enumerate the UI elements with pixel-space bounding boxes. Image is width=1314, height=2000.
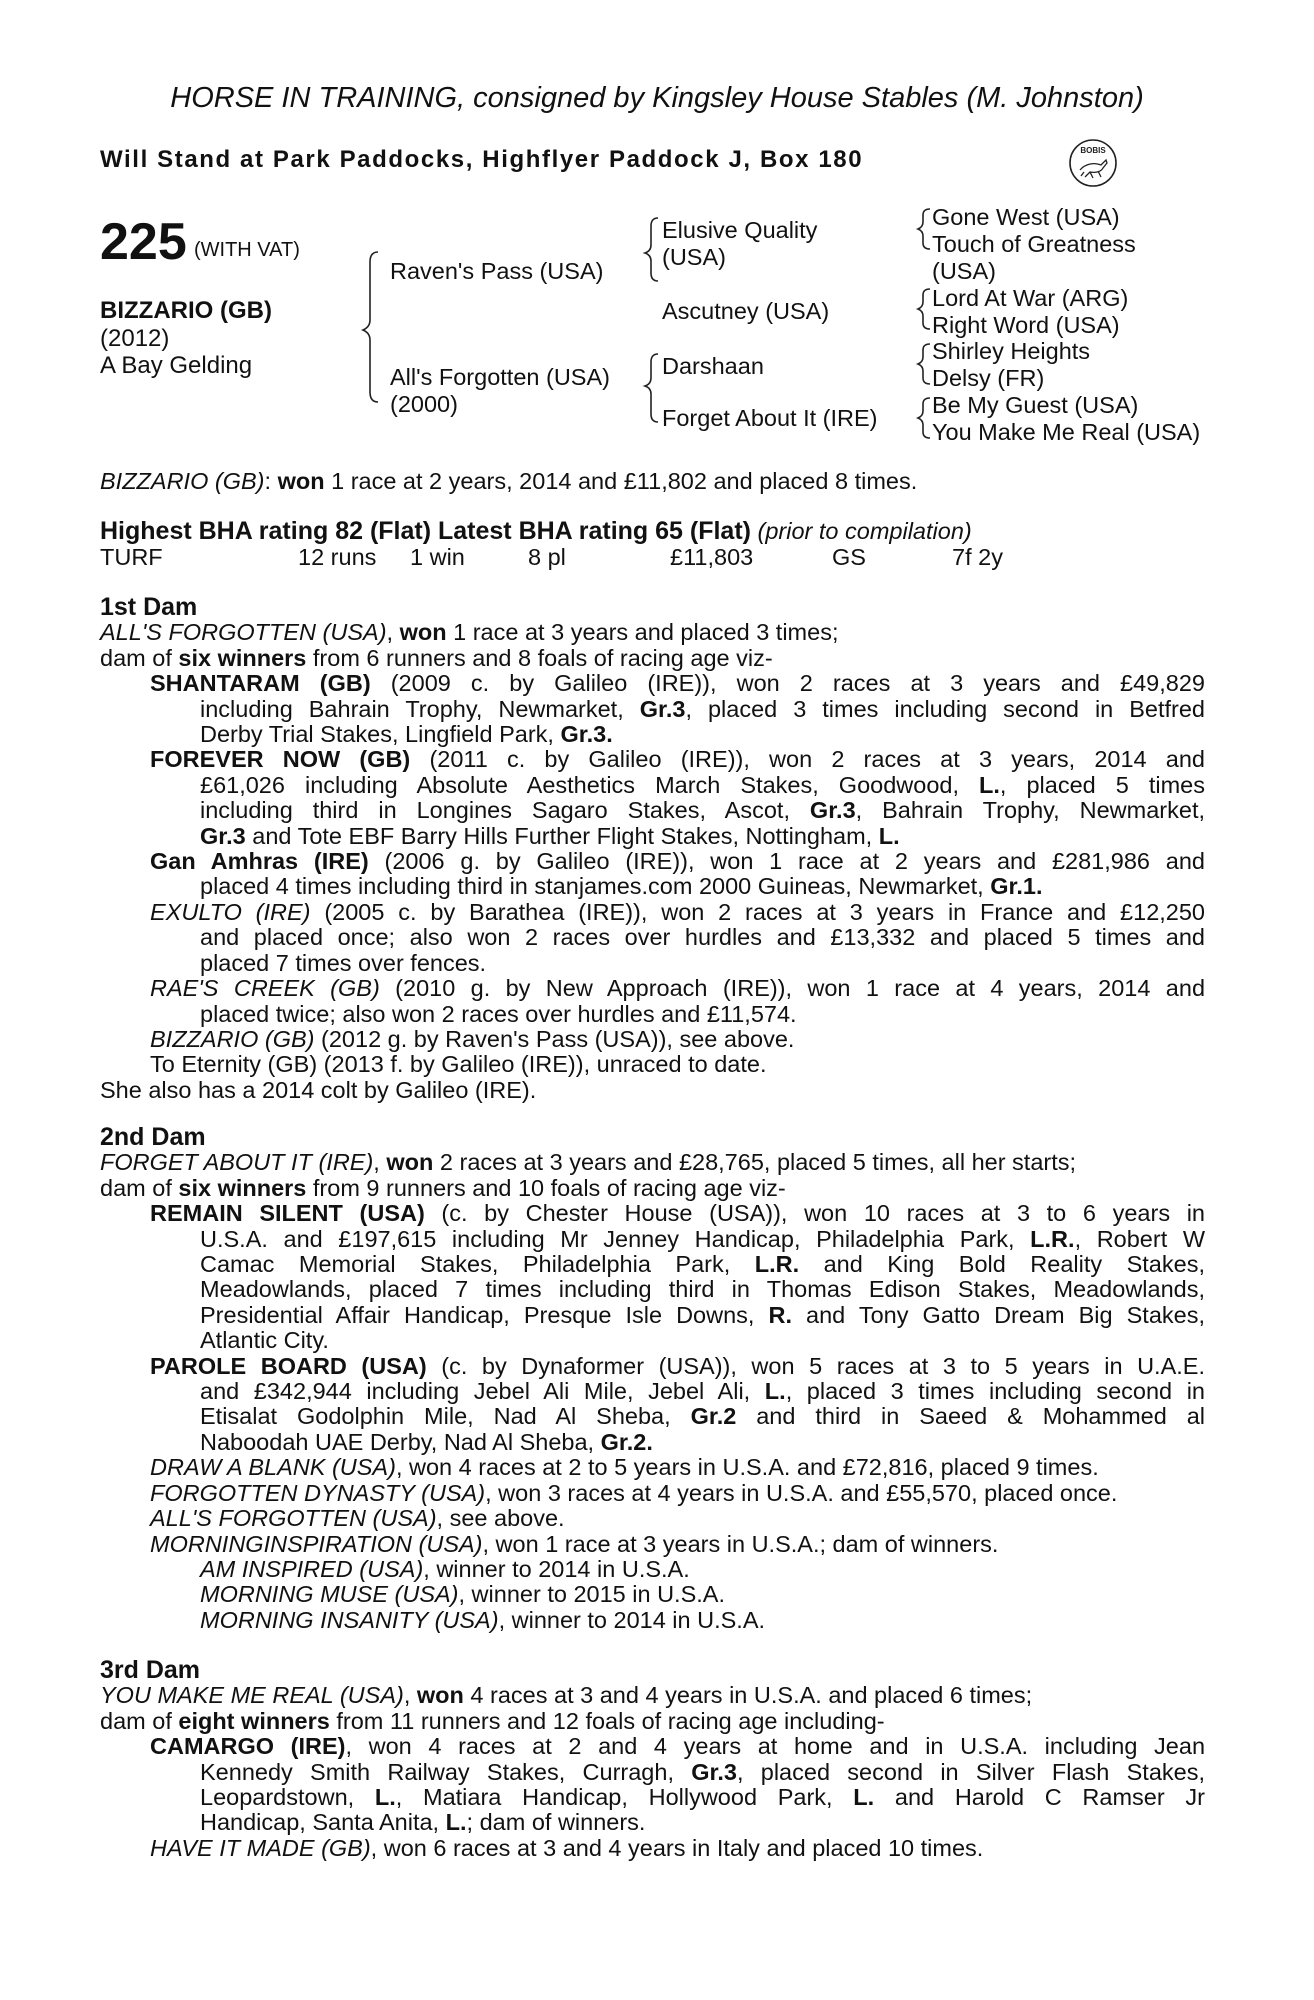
pedigree-dam: All's Forgotten (USA) (390, 364, 610, 390)
produce-line (100, 1481, 1205, 1506)
grade: Gr.3 (200, 822, 246, 849)
produce-line (100, 773, 1205, 798)
first-dam-name: ALL'S FORGOTTEN (USA) (100, 619, 387, 646)
grade: . (606, 721, 613, 748)
produce-line (100, 1608, 1205, 1633)
produce-line (100, 976, 1205, 1001)
produce-line (100, 1078, 1205, 1103)
produce-text: , Matiara Handicap, Hollywood Park, (395, 1784, 854, 1811)
produce-name: MORNING INSANITY (USA) (200, 1606, 499, 1633)
race-summary: BIZZARIO (GB): won 1 race at 2 years, 2014 and £11,802 and placed 8 times. (100, 468, 918, 494)
produce-line (100, 1052, 1205, 1077)
produce-line (100, 1734, 1205, 1759)
record-placed: 8 pl (528, 544, 566, 570)
grade: Gr.1 (990, 873, 1036, 900)
grade: L. (853, 1784, 875, 1811)
produce-line (100, 1379, 1205, 1404)
produce-line (100, 1354, 1205, 1379)
produce-text: Kennedy Smith Railway Stakes, Curragh, (200, 1758, 692, 1785)
produce-line (100, 671, 1205, 696)
produce-line (100, 1836, 1205, 1861)
produce-line (100, 824, 1205, 849)
produce-text: Leopardstown, (200, 1784, 375, 1811)
produce-text: and placed once; also won 2 races over hurdles and £13,332 and placed 5 times and (200, 924, 1205, 951)
winners-count: eight winners (178, 1707, 330, 1734)
grade: Gr.2 (600, 1428, 647, 1455)
second-dam-heading: 2nd Dam (100, 1123, 206, 1151)
produce-text: and Tote EBF Barry Hills Further Flight Stakes, Nottingham, (245, 822, 879, 849)
grade: L. (878, 822, 900, 849)
produce-text: including Bahrain Trophy, Newmarket, (200, 695, 640, 722)
produce-text: placed 7 times over fences. (200, 949, 487, 976)
produce-line (100, 697, 1205, 722)
produce-name: ALL'S FORGOTTEN (USA) (150, 1505, 437, 1532)
produce-name: AM INSPIRED (USA) (200, 1555, 424, 1582)
produce-text: Handicap, Santa Anita, (200, 1809, 446, 1836)
grade: Gr.3 (560, 721, 607, 748)
produce-line (100, 1455, 1205, 1480)
produce-text: , placed second in Silver Flash Stakes, (736, 1758, 1205, 1785)
produce-line (100, 1810, 1205, 1835)
summary-horse-name: BIZZARIO (GB) (100, 468, 265, 494)
produce-name: RAE'S CREEK (GB) (150, 975, 380, 1002)
produce-text: placed twice; also won 2 races over hurdles and £11,574. (200, 1000, 797, 1027)
produce-text: (2006 g. by Galileo (IRE)), won 1 race at 2 years and £281,986 and (384, 848, 1205, 875)
grade: Gr.2 (690, 1403, 737, 1430)
third-dam-record: 4 races at 3 and 4 years in U.S.A. and placed 6 times; (463, 1682, 1033, 1709)
produce-text: placed 4 times including third in stanjames.com 2000 Guineas, Newmarket, (200, 873, 991, 900)
first-dam-heading: 1st Dam (100, 593, 198, 621)
record-distance: 7f 2y (952, 544, 1003, 570)
produce-text: Presidential Affair Handicap, Presque Isle Downs, (200, 1301, 769, 1328)
pedigree-sire: Raven's Pass (USA) (390, 258, 604, 284)
produce-name: MORNING MUSE (USA) (200, 1581, 459, 1608)
produce-text: , won 1 race at 3 years in U.S.A.; dam of winners. (482, 1530, 999, 1557)
grade: L.R. (1030, 1225, 1075, 1252)
produce-text: including third in Longines Sagaro Stakes, Ascot, (200, 797, 810, 824)
won-label: won (416, 1682, 464, 1709)
produce-name: SHANTARAM (GB) (150, 670, 371, 697)
third-dam-section: 3rd Dam YOU MAKE ME REAL (USA), won 4 races at 3 and 4 years in U.S.A. and placed 6 times; dam of eight winners from 11 runners and 12 foals of racing age including- CAMARGO (IRE), won 4 races at 2 and 4 years at home and in U.S.A. including Jean Kennedy Smith Railway Stakes, Curragh, Gr.3, placed second in Silver Flash Stakes, Leopardstown, L., Matiara Handicap, Hollywood Park, L. and Harold C Ramser Jr Handicap, Santa Anita, L.; dam of winners. HAVE IT MADE (GB), won 6 races at 3 and 4 years in Italy and placed 10 times. (100, 1656, 1206, 1861)
produce-name: CAMARGO (IRE) (150, 1733, 346, 1760)
produce-line (100, 1027, 1205, 1052)
dam-of-label: dam of (100, 1174, 179, 1201)
produce-name: Gan Amhras (IRE) (150, 848, 369, 875)
produce-text: Naboodah UAE Derby, Nad Al Sheba, (200, 1428, 601, 1455)
produce-line (100, 1557, 1205, 1582)
dam-of-label: dam of (100, 1707, 179, 1734)
produce-text: (2012 g. by Raven's Pass (USA)), see above. (321, 1025, 795, 1052)
rating-note: (prior to compilation) (757, 518, 972, 544)
produce-name: BIZZARIO (GB) (150, 1025, 315, 1052)
produce-line (100, 747, 1205, 772)
dam-of-text: from 6 runners and 8 foals of racing age viz- (306, 644, 773, 671)
grade: Gr.3 (639, 695, 686, 722)
produce-text: , winner to 2015 in U.S.A. (458, 1581, 725, 1608)
third-dam-name: YOU MAKE ME REAL (USA) (100, 1682, 404, 1709)
produce-line (100, 1201, 1205, 1226)
produce-text: , Bahrain Trophy, Newmarket, (855, 797, 1206, 824)
produce-text: She also has a 2014 colt by Galileo (IRE). (100, 1076, 537, 1103)
produce-line (100, 1002, 1205, 1027)
produce-text: , won 3 races at 4 years in U.S.A. and £55,570, placed once. (485, 1479, 1118, 1506)
won-label: won (399, 619, 447, 646)
produce-text: Derby Trial Stakes, Lingfield Park, (200, 721, 561, 748)
produce-text: and King Bold Reality Stakes, (799, 1251, 1205, 1278)
produce-line (100, 1303, 1205, 1328)
produce-line (100, 1328, 1205, 1353)
pedigree-ssd: Touch of Greatness (932, 231, 1136, 257)
produce-line (100, 1760, 1205, 1785)
race-record (100, 545, 1205, 570)
pedigree-ss: Elusive Quality (662, 217, 818, 243)
produce-name: HAVE IT MADE (GB) (150, 1834, 371, 1861)
pedigree-sss: Gone West (USA) (932, 204, 1120, 230)
produce-name: FORGOTTEN DYNASTY (USA) (150, 1479, 486, 1506)
produce-text: £61,026 including Absolute Aesthetics March Stakes, Goodwood, (200, 771, 980, 798)
horse-year: (2012) (100, 325, 170, 352)
produce-text: , won 4 races at 2 and 4 years at home and in U.S.A. including Jean (345, 1733, 1206, 1760)
produce-name: FOREVER NOW (GB) (150, 746, 411, 773)
grade: . (646, 1428, 653, 1455)
rating-text: Highest BHA rating 82 (Flat) Latest BHA rating 65 (Flat) (100, 517, 751, 545)
pedigree-sdd: Right Word (USA) (932, 312, 1120, 338)
produce-text: , won 6 races at 3 and 4 years in Italy and placed 10 times. (370, 1834, 984, 1861)
produce-text: Atlantic City. (200, 1327, 329, 1354)
dam-of-text: from 11 runners and 12 foals of racing age including- (329, 1707, 885, 1734)
produce-name: PAROLE BOARD (USA) (150, 1352, 427, 1379)
pedigree-sds: Lord At War (ARG) (932, 285, 1129, 311)
produce-text: (2010 g. by New Approach (IRE)), won 1 race at 4 years, 2014 and (395, 975, 1206, 1002)
produce-text: (2005 c. by Barathea (IRE)), won 2 races at 3 years in France and £12,250 (324, 898, 1206, 925)
produce-line (100, 925, 1205, 950)
produce-line (100, 798, 1205, 823)
second-dam-record: 2 races at 3 years and £28,765, placed 5 times, all her starts; (433, 1149, 1077, 1176)
grade: Gr.3 (691, 1758, 737, 1785)
pedigree-dsd: Delsy (FR) (932, 365, 1045, 391)
dam-of-label: dam of (100, 644, 179, 671)
produce-line (100, 1404, 1205, 1429)
svg-text:BOBIS: BOBIS (1080, 146, 1106, 155)
grade: Gr.3 (809, 797, 856, 824)
produce-text: , placed 3 times including second in Betfred (685, 695, 1205, 722)
produce-text: Etisalat Godolphin Mile, Nad Al Sheba, (200, 1403, 691, 1430)
produce-line (100, 1277, 1205, 1302)
pedigree-ss-line2: (USA) (662, 244, 726, 270)
record-going: GS (832, 544, 866, 570)
produce-text: Meadowlands, placed 7 times including third in Thomas Edison Stakes, Meadowlands, (200, 1276, 1205, 1303)
second-dam-section: 2nd Dam FORGET ABOUT IT (IRE), won 2 races at 3 years and £28,765, placed 5 times, all her starts; dam of six winners from 9 runners and 10 foals of racing age viz- REMAIN SILENT (USA) (c. by Chester House (USA)), won 10 races at 3 to 6 years in U.S.A. and £197,615 including Mr Jenney Handicap, Philadelphia Park, L.R., Robert W Camac Memorial Stakes, Philadelphia Park, L.R. and King Bold Reality Stakes, Meadowlands, placed 7 times including third in Thomas Edison Stakes, Meadowlands, Presidential Affair Handicap, Presque Isle Downs, R. and Tony Gatto Dream Big Stakes, Atlantic City. PAROLE BOARD (USA) (c. by Dynaformer (USA)), won 5 races at 3 to 5 years in U.A.E. and £342,944 including Jebel Ali Mile, Jebel Ali, L., placed 3 times including second in Etisalat Godolphin Mile, Nad Al Sheba, Gr.2 and third in Saeed & Mohammed al Naboodah UAE Derby, Nad Al Sheba, Gr.2. DRAW A BLANK (USA), won 4 races at 2 to 5 years in U.S.A. and £72,816, placed 9 times. FORGOTTEN DYNASTY (USA), won 3 races at 4 years in U.S.A. and £55,570, placed once. ALL'S FORGOTTEN (USA), see above. MORNINGINSPIRATION (USA), won 1 race at 3 years in U.S.A.; dam of winners. AM INSPIRED (USA), winner to 2014 in U.S.A. MORNING MUSE (USA), winner to 2015 in U.S.A. MORNING INSANITY (USA), winner to 2014 in U.S.A. (100, 1123, 1206, 1633)
produce-line (100, 951, 1205, 976)
produce-line (100, 1227, 1205, 1252)
produce-text: , placed 5 times (999, 771, 1205, 798)
pedigree-dds: Be My Guest (USA) (932, 392, 1139, 418)
grade: L. (979, 771, 1000, 798)
rating-line (100, 519, 1205, 544)
produce-text: (c. by Chester House (USA)), won 10 races at 3 to 6 years in (424, 1200, 1205, 1227)
summary-text: 1 race at 2 years, 2014 and £11,802 and placed 8 times. (324, 468, 918, 494)
produce-text: , Robert W (1074, 1225, 1206, 1252)
produce-text: , won 4 races at 2 to 5 years in U.S.A. and £72,816, placed 9 times. (395, 1454, 1099, 1481)
grade: L. (445, 1809, 467, 1836)
first-dam-record: 1 race at 3 years and placed 3 times; (446, 619, 839, 646)
grade: . (1035, 873, 1043, 900)
produce-name: DRAW A BLANK (USA) (150, 1454, 396, 1481)
produce-text: and third in Saeed & Mohammed al (736, 1403, 1205, 1430)
pedigree-dd: Forget About It (IRE) (662, 405, 878, 431)
record-earnings: £11,803 (670, 544, 754, 570)
produce-line (100, 1252, 1205, 1277)
produce-name: EXULTO (IRE) (150, 898, 311, 925)
grade: L. (764, 1378, 786, 1405)
produce-name: MORNINGINSPIRATION (USA) (150, 1530, 483, 1557)
produce-text: and £342,944 including Jebel Ali Mile, Jebel Ali, (200, 1378, 765, 1405)
page-header: HORSE IN TRAINING, consigned by Kingsley House Stables (M. Johnston) (170, 82, 1144, 114)
pedigree-dss: Shirley Heights (932, 338, 1091, 364)
won-label: won (386, 1149, 434, 1176)
produce-text: U.S.A. and £197,615 including Mr Jenney Handicap, Philadelphia Park, (200, 1225, 1031, 1252)
horse-description: A Bay Gelding (100, 352, 253, 379)
second-dam-name: FORGET ABOUT IT (IRE) (100, 1149, 374, 1176)
pedigree-sd: Ascutney (USA) (662, 298, 830, 324)
third-dam-heading: 3rd Dam (100, 1656, 201, 1684)
produce-text: , see above. (436, 1505, 565, 1532)
summary-won: won (277, 468, 325, 494)
winners-count: six winners (178, 644, 307, 671)
grade: L.R. (754, 1251, 800, 1278)
pedigree-ddd: You Make Me Real (USA) (932, 419, 1201, 445)
produce-text: and Harold C Ramser Jr (874, 1784, 1205, 1811)
produce-line (100, 722, 1205, 747)
winners-count: six winners (178, 1174, 307, 1201)
record-runs: 12 runs (298, 544, 377, 570)
produce-text: (2009 c. by Galileo (IRE)), won 2 races at 3 years and £49,829 (390, 670, 1205, 697)
produce-text: (2011 c. by Galileo (IRE)), won 2 races at 3 years, 2014 and (429, 746, 1205, 773)
pedigree-ssd-line2: (USA) (932, 258, 996, 284)
produce-text: , winner to 2014 in U.S.A. (498, 1606, 766, 1633)
produce-line (100, 1506, 1205, 1531)
pedigree-ds: Darshaan (662, 353, 764, 379)
vat-note: (WITH VAT) (194, 239, 300, 261)
first-dam-section: 1st Dam ALL'S FORGOTTEN (USA), won 1 race at 3 years and placed 3 times; dam of six winners from 6 runners and 8 foals of racing age viz- SHANTARAM (GB) (2009 c. by Galileo (IRE)), won 2 races at 3 years and £49,829 including Bahrain Trophy, Newmarket, Gr.3, placed 3 times including second in Betfred Derby Trial Stakes, Lingfield Park, Gr.3. FOREVER NOW (GB) (2011 c. by Galileo (IRE)), won 2 races at 3 years, 2014 and £61,026 including Absolute Aesthetics March Stakes, Goodwood, L., placed 5 times including third in Longines Sagaro Stakes, Ascot, Gr.3, Bahrain Trophy, Newmarket, Gr.3 and Tote EBF Barry Hills Further Flight Stakes, Nottingham, L. Gan Amhras (IRE) (2006 g. by Galileo (IRE)), won 1 race at 2 years and £281,986 and placed 4 times including third in stanjames.com 2000 Guineas, Newmarket, Gr.1. EXULTO (IRE) (2005 c. by Barathea (IRE)), won 2 races at 3 years in France and £12,250 and placed once; also won 2 races over hurdles and £13,332 and placed 5 times and placed 7 times over fences. RAE'S CREEK (GB) (2010 g. by New Approach (IRE)), won 1 race at 4 years, 2014 and placed twice; also won 2 races over hurdles and £11,574. BIZZARIO (GB) (2012 g. by Raven's Pass (USA)), see above. To Eternity (GB) (2013 f. by Galileo (IRE)), unraced to date. She also has a 2014 colt by Galileo (IRE). (100, 593, 1206, 1103)
produce-line (100, 1785, 1205, 1810)
grade: R. (768, 1301, 792, 1328)
lot-number: 225 (100, 213, 187, 271)
produce-text: , winner to 2014 in U.S.A. (423, 1555, 690, 1582)
produce-name: REMAIN SILENT (USA) (150, 1200, 425, 1227)
record-surface: TURF (100, 544, 163, 570)
pedigree-dam-year: (2000) (390, 391, 458, 417)
produce-text: To Eternity (GB) (2013 f. by Galileo (IRE)), unraced to date. (150, 1051, 767, 1078)
stand-location: Will Stand at Park Paddocks, Highflyer Paddock J, Box 180 (100, 146, 864, 173)
produce-line (100, 1532, 1205, 1557)
produce-text: , placed 3 times including second in (785, 1378, 1205, 1405)
produce-text: Camac Memorial Stakes, Philadelphia Park, (200, 1251, 755, 1278)
grade: L. (374, 1784, 396, 1811)
produce-text: and Tony Gatto Dream Big Stakes, (791, 1301, 1206, 1328)
produce-text: (c. by Dynaformer (USA)), won 5 races at 3 to 5 years in U.A.E. (426, 1352, 1205, 1379)
produce-text: ; dam of winners. (466, 1809, 646, 1836)
horse-name: BIZZARIO (GB) (100, 297, 272, 324)
produce-line (100, 1582, 1205, 1607)
produce-line (100, 1430, 1205, 1455)
record-wins: 1 win (410, 544, 465, 570)
produce-line (100, 874, 1205, 899)
dam-of-text: from 9 runners and 10 foals of racing age viz- (306, 1174, 786, 1201)
produce-line (100, 900, 1205, 925)
produce-line (100, 849, 1205, 874)
